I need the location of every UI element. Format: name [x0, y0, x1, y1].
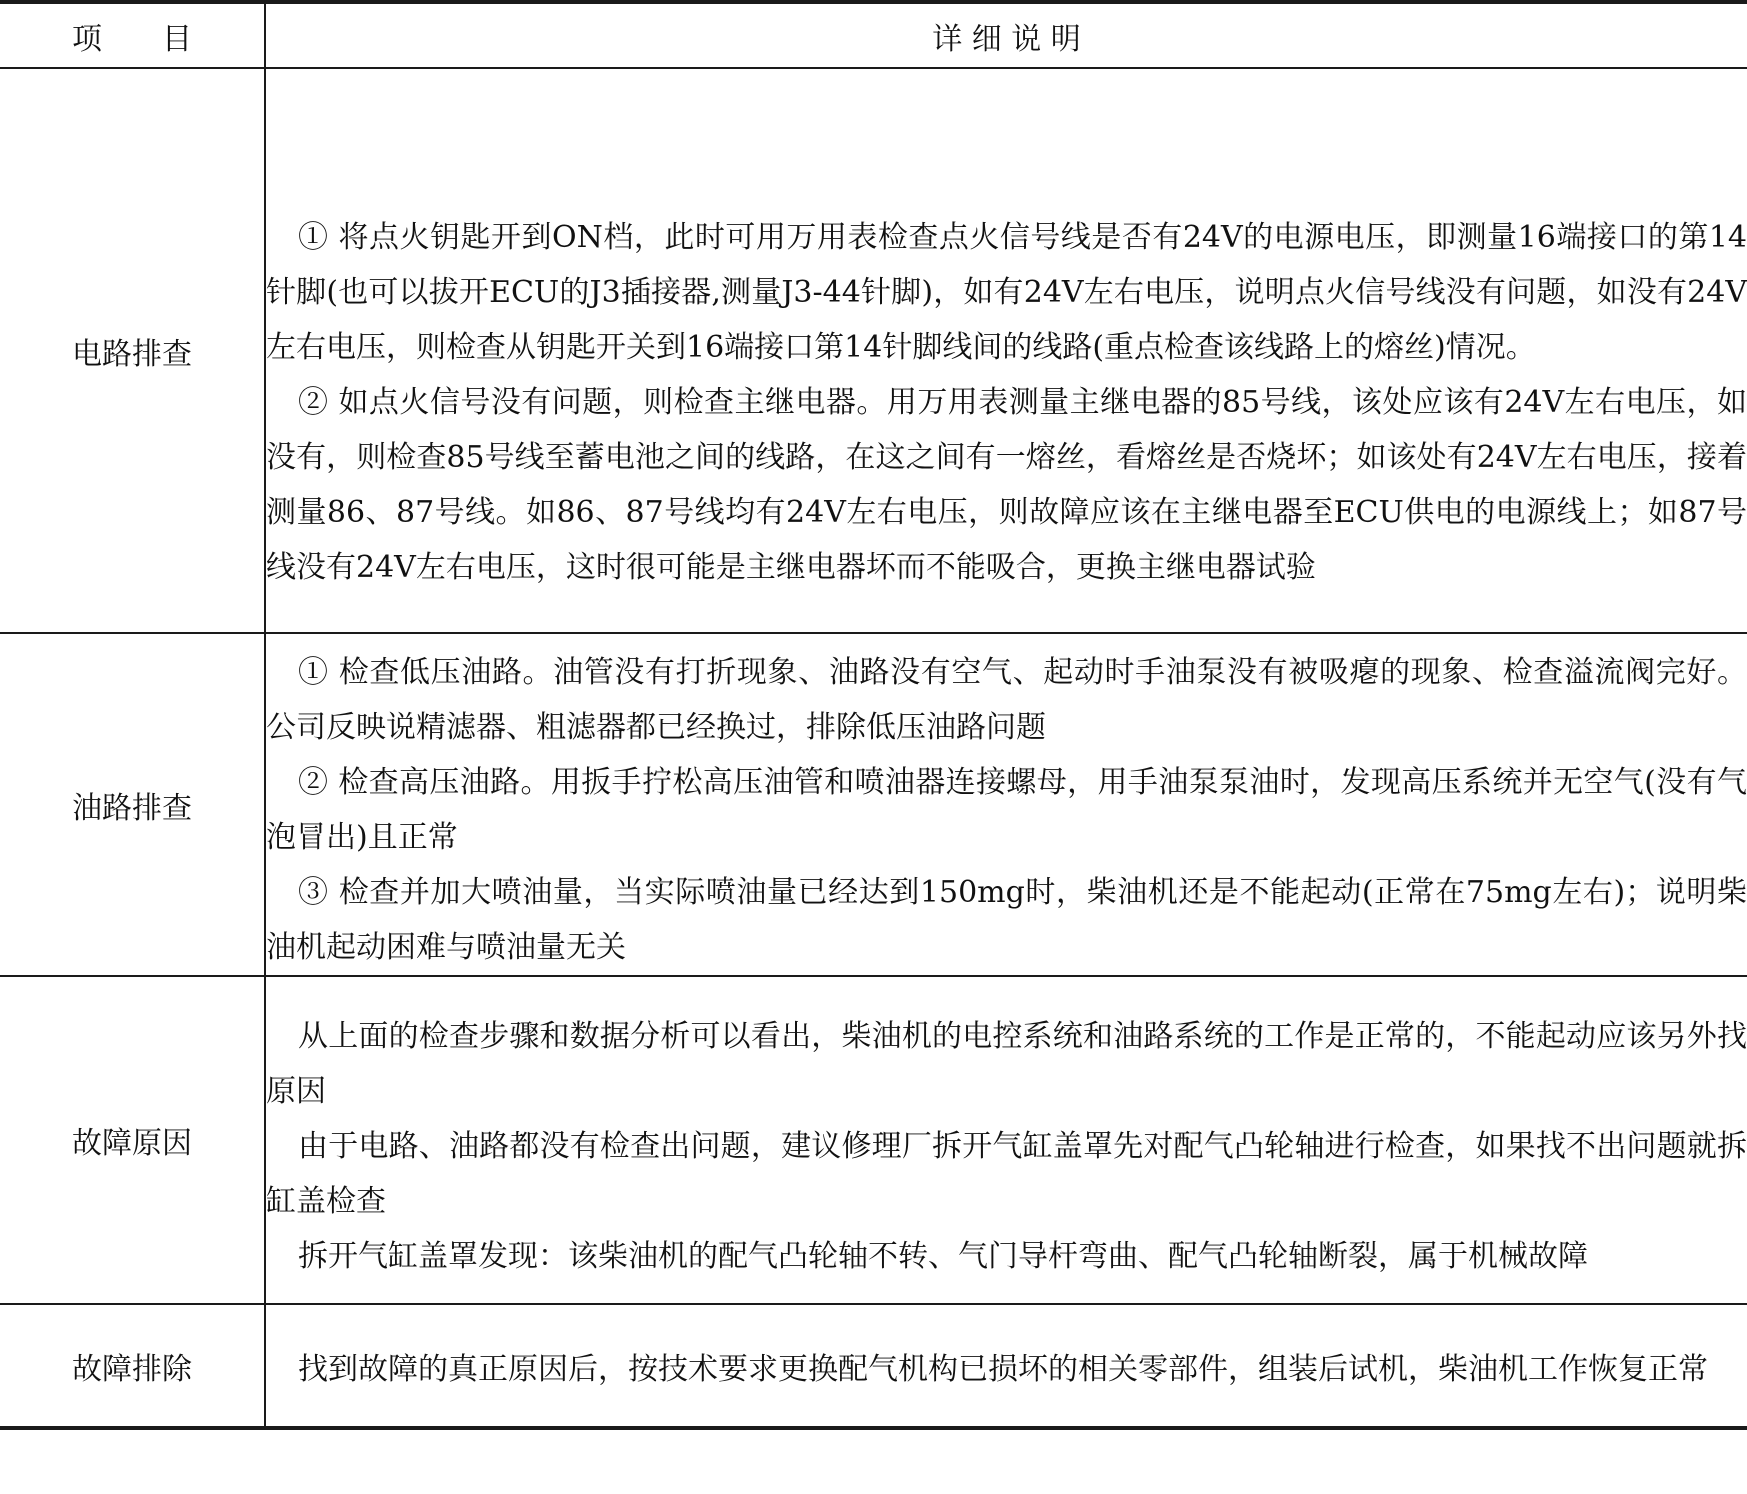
- detail-paragraph: 由于电路、油路都没有检查出问题，建议修理厂拆开气缸盖罩先对配气凸轮轴进行检查，如果找不出问题就拆缸盖检查: [266, 1129, 1747, 1219]
- row-detail-circuit-check: [265, 68, 1747, 633]
- row-label-fuel-check: 油路排查: [0, 633, 265, 976]
- header-detail: 详 细 说 明: [265, 2, 1747, 68]
- header-item: 项 目: [0, 2, 265, 68]
- table-row: [0, 633, 1747, 976]
- table-row: [0, 1304, 1747, 1428]
- row-label-fault-cause: 故障原因: [0, 976, 265, 1304]
- row-detail-fault-fix: [265, 1304, 1747, 1428]
- detail-paragraph: 从上面的检查步骤和数据分析可以看出，柴油机的电控系统和油路系统的工作是正常的，不能起动应该另外找原因: [266, 1019, 1747, 1109]
- detail-paragraph: ② 检查高压油路。用扳手拧松高压油管和喷油器连接螺母，用手油泵泵油时，发现高压系统并无空气(没有气泡冒出)且正常: [266, 765, 1747, 855]
- detail-paragraph: ② 如点火信号没有问题，则检查主继电器。用万用表测量主继电器的85号线，该处应该有24V左右电压，如没有，则检查85号线至蓄电池之间的线路，在这之间有一熔丝，看熔丝是否烧坏；如该处有24V左右电压，接着测量86、87号线。如86、87号线均有24V左右电压，则故障应该在主继电器至ECU供电的电源线上；如87号线没有24V左右电压，这时很可能是主继电器坏而不能吸合，更换主继电器试验: [266, 384, 1747, 585]
- row-detail-fuel-check: [265, 633, 1747, 976]
- detail-paragraph: ③ 检查并加大喷油量，当实际喷油量已经达到150mg时，柴油机还是不能起动(正常在75mg左右)；说明柴油机起动困难与喷油量无关: [266, 875, 1747, 965]
- detail-paragraph: ① 检查低压油路。油管没有打折现象、油路没有空气、起动时手油泵没有被吸瘪的现象、检查溢流阀完好。公司反映说精滤器、粗滤器都已经换过，排除低压油路问题: [266, 655, 1747, 745]
- row-label-fault-fix: 故障排除: [0, 1304, 265, 1428]
- table-row: [0, 976, 1747, 1304]
- row-detail-fault-cause: [265, 976, 1747, 1304]
- detail-paragraph: 拆开气缸盖罩发现：该柴油机的配气凸轮轴不转、气门导杆弯曲、配气凸轮轴断裂，属于机械故障: [298, 1239, 1588, 1274]
- detail-paragraph: 找到故障的真正原因后，按技术要求更换配气机构已损坏的相关零部件，组装后试机，柴油机工作恢复正常: [298, 1352, 1708, 1387]
- table-row: [0, 68, 1747, 633]
- table-header-row: [0, 2, 1747, 68]
- row-label-circuit-check: 电路排查: [0, 68, 265, 633]
- detail-paragraph: ① 将点火钥匙开到ON档，此时可用万用表检查点火信号线是否有24V的电源电压，即测量16端接口的第14针脚(也可以拔开ECU的J3插接器,测量J3-44针脚)，如有24V左右电压，说明点火信号线没有问题，如没有24V左右电压，则检查从钥匙开关到16端接口第14针脚线间的线路(重点检查该线路上的熔丝)情况。: [266, 219, 1747, 365]
